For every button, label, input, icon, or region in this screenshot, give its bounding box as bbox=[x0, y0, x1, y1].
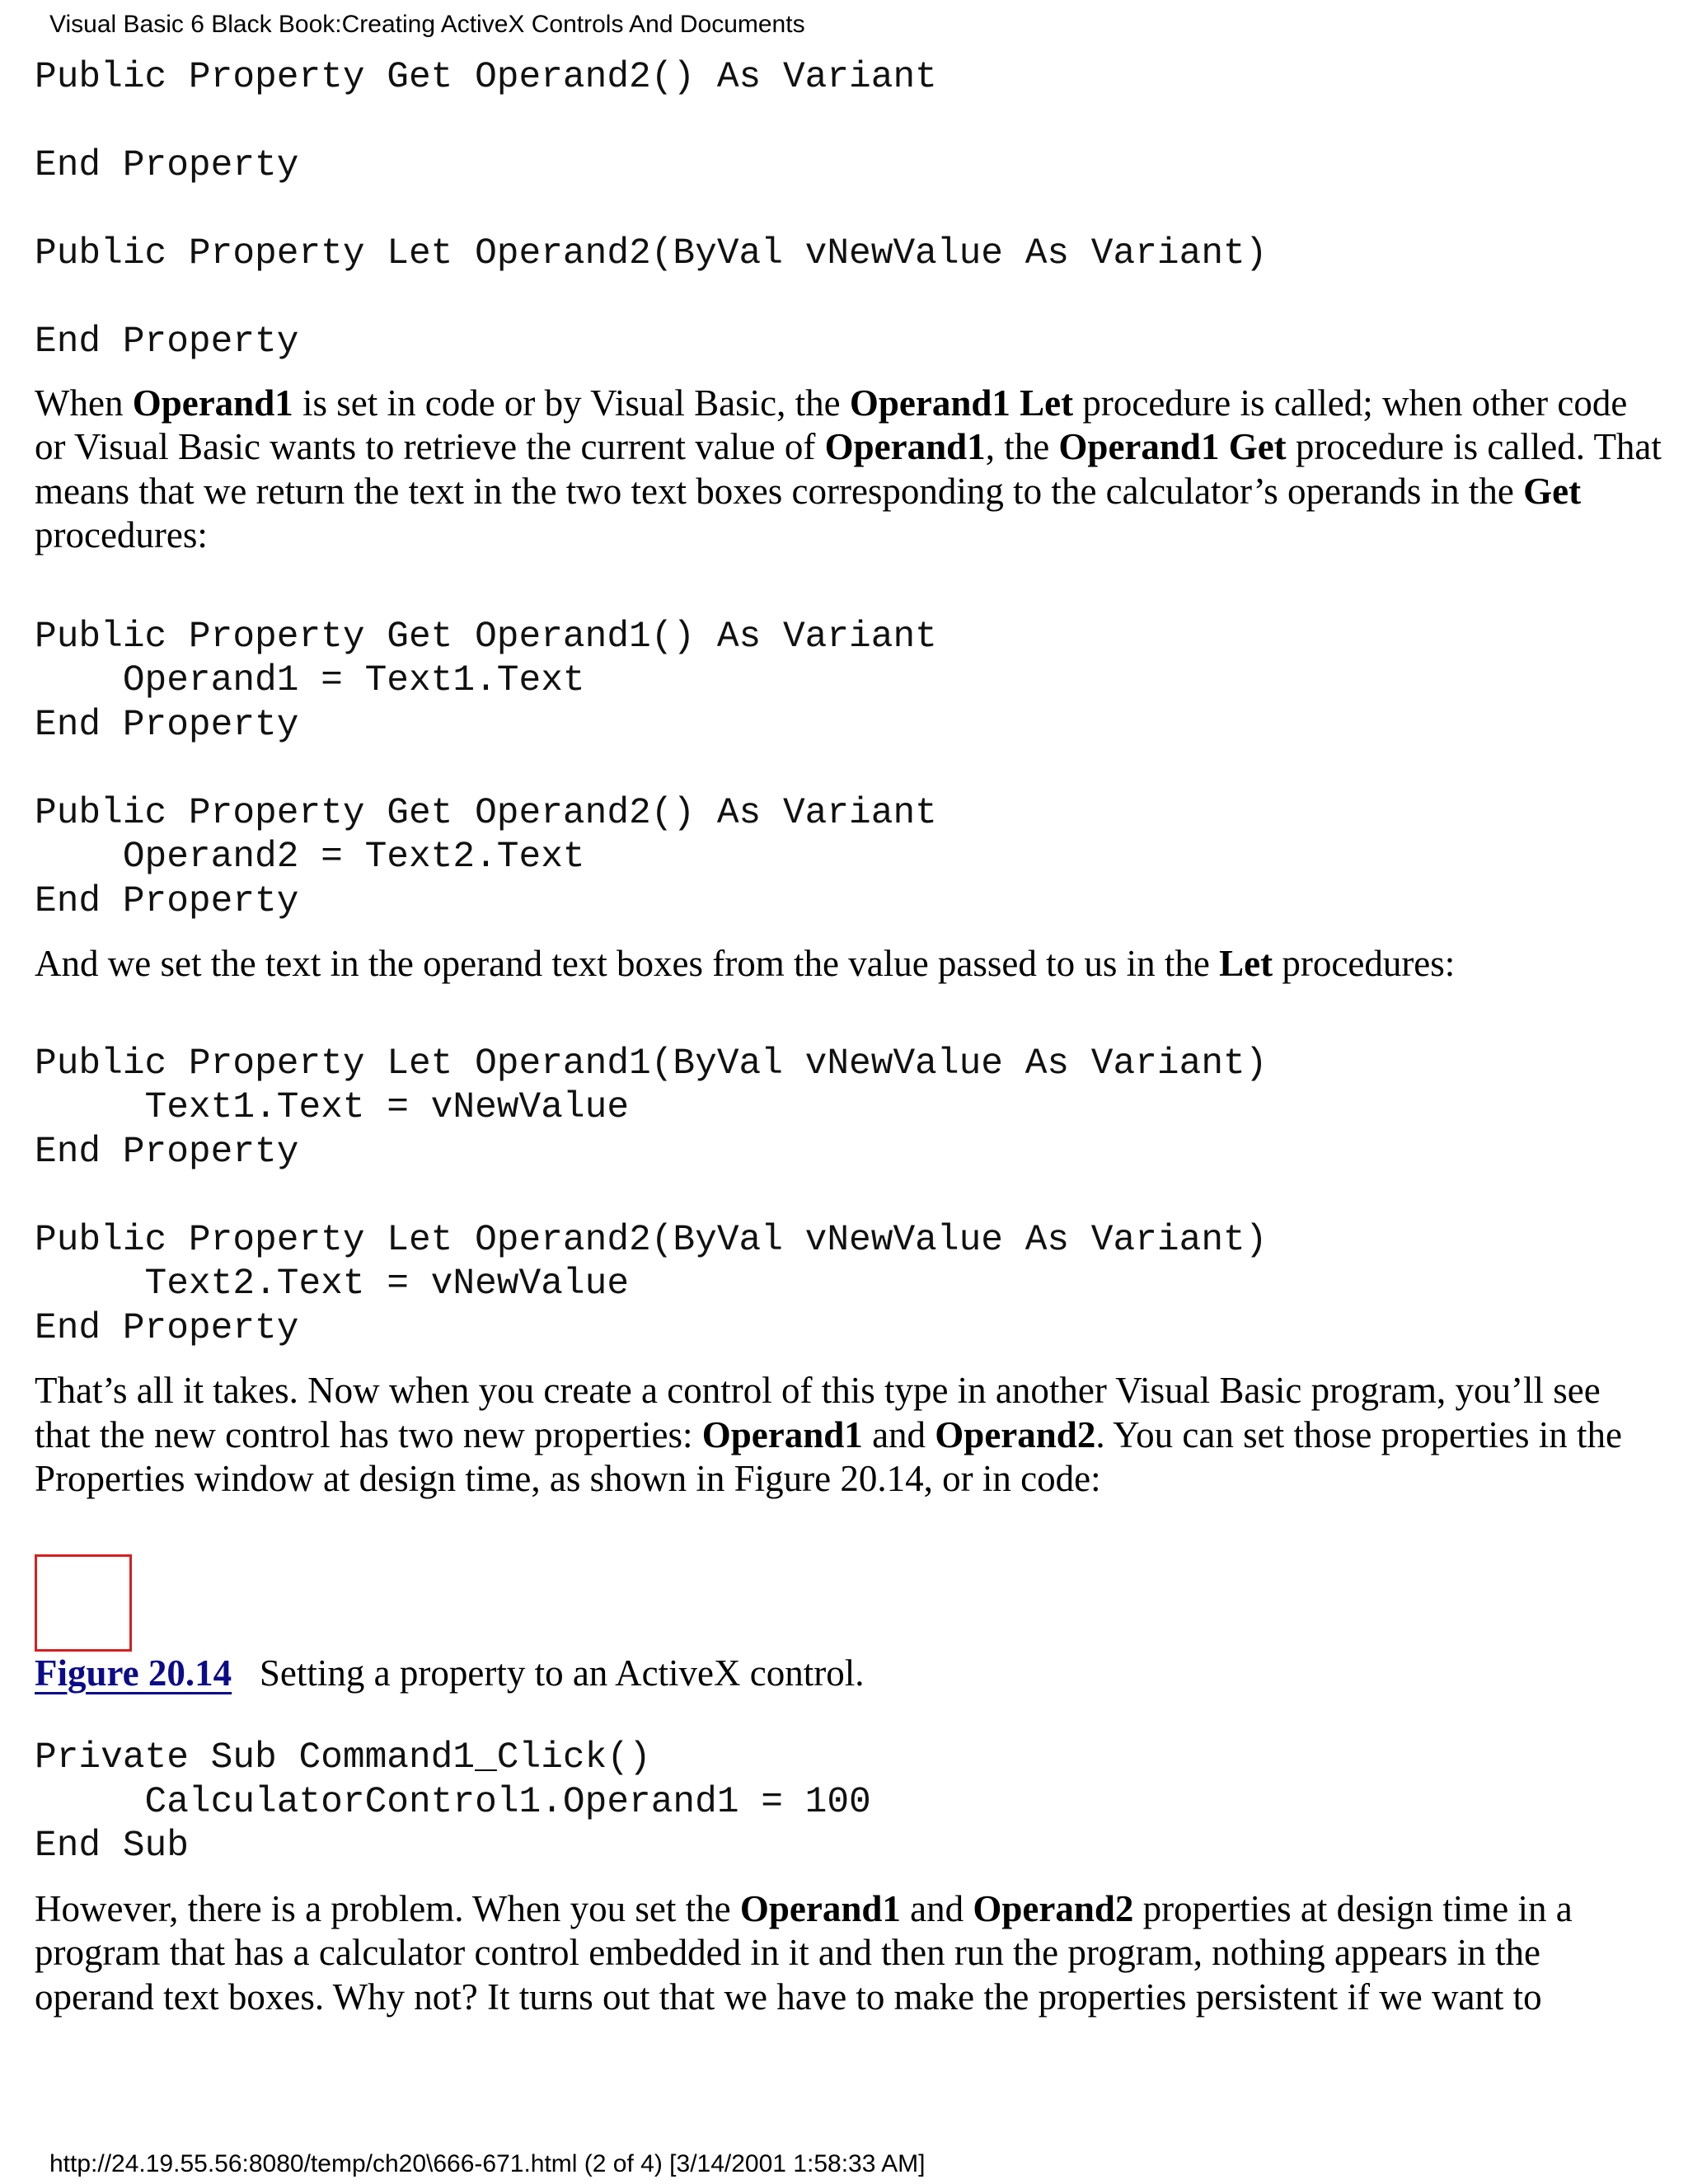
bold-term: Operand1 bbox=[132, 382, 293, 424]
bold-term: Operand1 Get bbox=[1058, 426, 1287, 467]
figure-image-placeholder bbox=[35, 1554, 132, 1652]
paragraph: However, there is a problem. When you set the Operand1 and Operand2 properties at design time in a program that has a calculator control embedded in it and then run the program, nothing appears in the operand text boxes. Why not? It turns out that we have to make the properties persistent if we want to bbox=[35, 1887, 1573, 2018]
figure-caption-text: Setting a property to an ActiveX control. bbox=[259, 1652, 865, 1694]
bold-term: Operand2 bbox=[973, 1887, 1134, 1929]
bold-term: Operand1 bbox=[739, 1887, 901, 1929]
figure-caption bbox=[35, 1652, 1662, 1696]
paragraph: When Operand1 is set in code or by Visual Basic, the Operand1 Let procedure is called; when other code or Visual Basic wants to retrieve the current value of Operand1, the Operand1 Get procedure is called. That means that we return the text in the two text boxes corresponding to the calculator’s operands in the Get procedures: bbox=[35, 382, 1662, 555]
bold-term: Let bbox=[1219, 943, 1273, 984]
code-block: Public Property Get Operand2() As Variant End Property Public Property Let Operand2(ByVal vNewValue As Variant) End Property bbox=[35, 57, 1268, 363]
page-header-title: Visual Basic 6 Black Book:Creating ActiveX Controls And Documents bbox=[49, 11, 805, 38]
bold-term: Operand1 Let bbox=[849, 382, 1074, 424]
code-block: Public Property Get Operand1() As Variant Operand1 = Text1.Text End Property Public Property Get Operand2() As Variant Operand2 = Text2.Text End Property bbox=[35, 616, 937, 922]
bold-term: Operand2 bbox=[935, 1413, 1096, 1455]
document-body bbox=[35, 56, 1662, 2019]
paragraph: That’s all it takes. Now when you create a control of this type in another Visual Basic program, you’ll see that the new control has two new properties: Operand1 and Operand2. You can set those properties in the Properties window at design time, as shown in Figure 20.14, or in code: bbox=[35, 1370, 1622, 1499]
figure-link[interactable]: Figure 20.14 bbox=[35, 1652, 232, 1694]
bold-term: Operand1 bbox=[701, 1413, 863, 1455]
bold-term: Operand1 bbox=[824, 426, 986, 467]
code-block: Public Property Let Operand1(ByVal vNewValue As Variant) Text1.Text = vNewValue End Property Public Property Let Operand2(ByVal vNewValue As Variant) Text2.Text = vNewValue End Property bbox=[35, 1043, 1268, 1349]
paragraph: And we set the text in the operand text boxes from the value passed to us in the Let procedures: bbox=[35, 943, 1456, 984]
page-footer-url: http://24.19.55.56:8080/temp/ch20\666-671.html (2 of 4) [3/14/2001 1:58:33 AM] bbox=[49, 2150, 926, 2177]
bold-term: Get bbox=[1523, 470, 1582, 512]
code-block: Private Sub Command1_Click() CalculatorControl1.Operand1 = 100 End Sub bbox=[35, 1737, 871, 1867]
